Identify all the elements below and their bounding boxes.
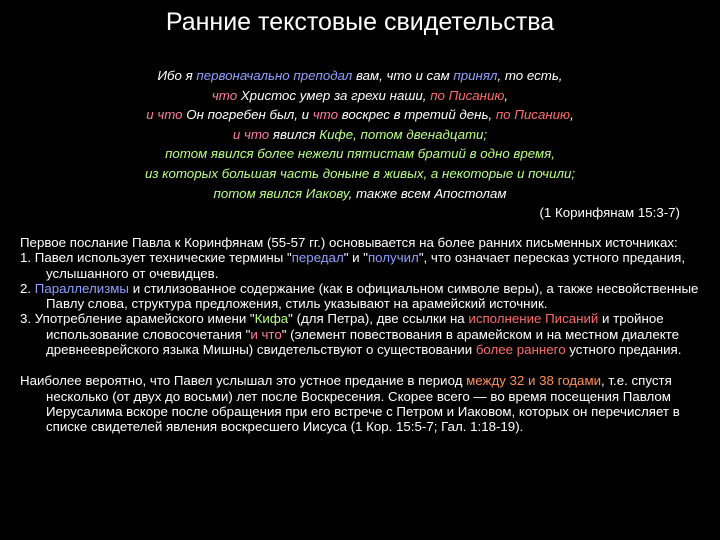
quote-highlight-and-that: и что	[146, 107, 183, 123]
quote-text: явился	[269, 126, 320, 142]
term-received: получил	[367, 250, 419, 266]
term-cephas: Кифа	[254, 311, 289, 327]
scripture-quote	[40, 66, 680, 223]
term-fulfillment: исполнение Писаний	[468, 311, 599, 327]
quote-line-still-alive: из которых большая часть доныне в живых, а некоторые и почили;	[144, 165, 576, 181]
quote-highlight-and-that: что	[211, 87, 238, 103]
conclusion-paragraph	[20, 373, 710, 434]
quote-highlight-twelve: , потом двенадцати;	[353, 126, 488, 142]
quote-highlight-scripture: по Писанию	[430, 87, 505, 103]
term-dates: между 32 и 38 годами	[466, 373, 602, 389]
text: Наиболее вероятно, что Павел услышал это устное предание в период	[20, 373, 467, 389]
quote-line	[40, 184, 680, 204]
text: 1. Павел использует технические термины "	[20, 250, 292, 266]
quote-highlight-and-that: и что	[232, 126, 270, 142]
quote-highlight-cephas: Кифе	[319, 126, 354, 142]
quote-text: Христос умер за грехи наши,	[237, 87, 431, 103]
quote-text: Ибо я	[157, 68, 197, 83]
text: 2.	[20, 280, 35, 296]
slide-title: Ранние текстовые свидетельства	[165, 8, 555, 36]
point-3	[20, 311, 710, 357]
quote-text: , то есть,	[497, 68, 563, 83]
quote-text: ,	[570, 107, 574, 123]
quote-highlight-delivered: первоначально преподал	[196, 68, 353, 83]
text: устного предания.	[565, 342, 682, 358]
quote-line	[40, 66, 680, 86]
quote-line	[40, 86, 680, 106]
quote-text: воскрес в третий день,	[338, 107, 496, 123]
quote-text: Он погребен был, и	[182, 107, 313, 123]
point-2	[20, 281, 710, 312]
text: и стилизованное содержание (как в официальном символе веры), а также несвойственные Павлу слова, структура предложения, стиль указывают на арамейский источник.	[46, 280, 699, 312]
quote-text: вам, что и сам	[352, 68, 454, 83]
point-1	[20, 250, 710, 281]
text: , т.е. спустя несколько (от двух до восьми) лет после Воскресения. Скорее всего — во время посещения Павлом Иерусалима вскоре после обращения при его встрече с Петром и Иаковом, которых он перечисляет в списке свидетелей явления воскресшего Иисуса (1 Кор. 15:5-7; Гал. 1:18-19).	[46, 373, 680, 435]
quote-text: ,	[504, 87, 509, 103]
quote-line	[40, 105, 680, 125]
term-and-that: и что	[250, 326, 282, 342]
text: 3. Употребление арамейского имени "	[20, 311, 255, 327]
term-earlier: более раннего	[475, 342, 566, 358]
text: и тройное использование словосочетания "	[46, 311, 664, 342]
quote-highlight-scripture: по Писанию	[495, 107, 571, 123]
commentary	[20, 235, 710, 435]
quote-line-five-hundred: потом явился более нежели пятистам братий в одно время,	[165, 146, 555, 162]
term-parallelisms: Параллелизмы	[34, 280, 129, 296]
quote-text: , также всем Апостолам	[348, 185, 507, 201]
quote-highlight-received: принял	[453, 68, 498, 83]
text: " (элемент повествования в арамейском и на местном диалекте древнееврейского языка Мишны) свидетельствуют о существовании	[46, 326, 680, 358]
intro-paragraph: Первое послание Павла к Коринфянам (55-57 гг.) основывается на более ранних письменных источниках:	[20, 235, 678, 250]
term-delivered: передал	[291, 250, 344, 266]
quote-highlight-james: потом явился Иакову	[213, 185, 349, 201]
text: ", что означает пересказ устного предания, услышанного от очевидцев.	[46, 250, 686, 281]
text: " (для Петра), две ссылки на	[288, 311, 469, 327]
quote-highlight-and-that: что	[312, 107, 338, 123]
quote-reference: (1 Коринфянам 15:3-7)	[539, 205, 680, 221]
text: " и "	[343, 250, 368, 266]
quote-line	[40, 125, 680, 145]
